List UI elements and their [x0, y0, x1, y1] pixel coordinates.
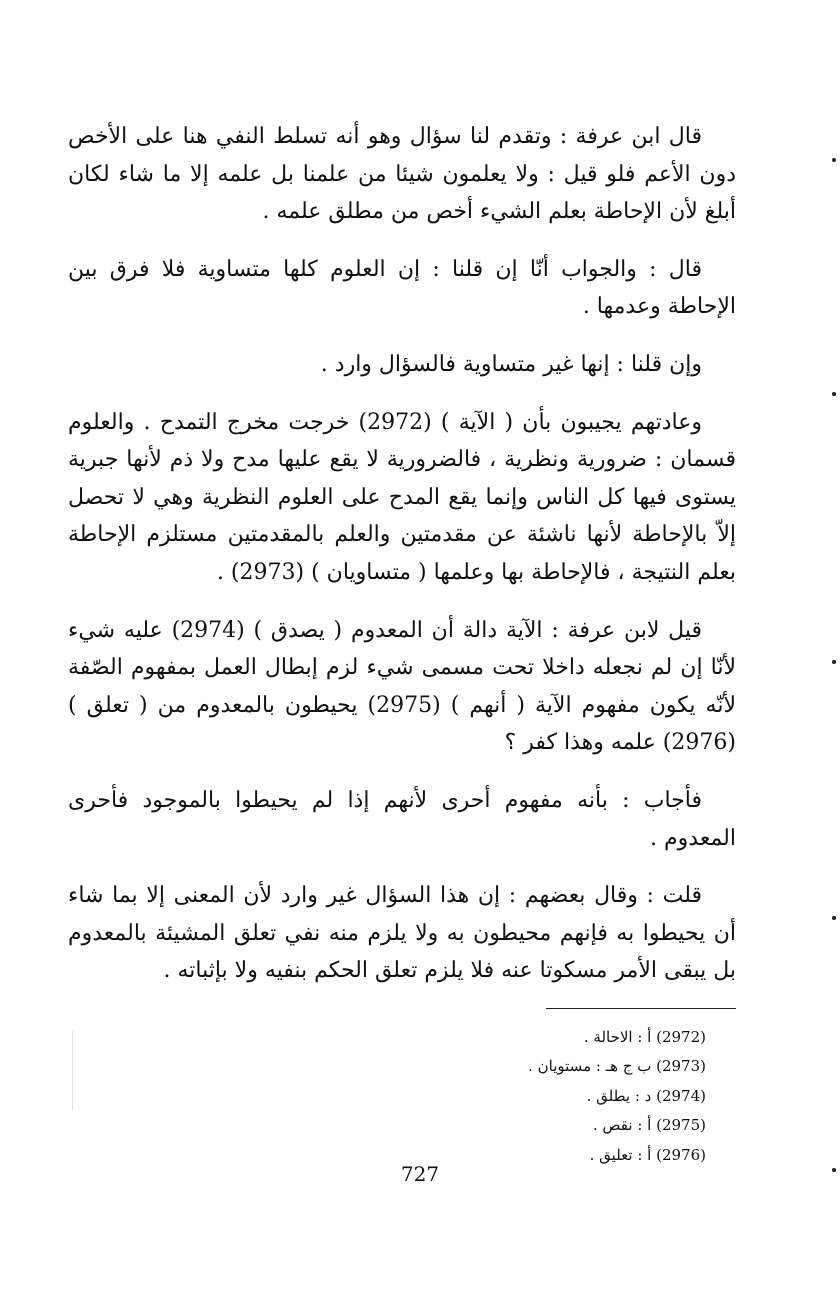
scan-artifact	[72, 1030, 73, 1110]
margin-dot	[832, 660, 836, 664]
margin-dot	[832, 1168, 836, 1172]
footnote-2972: (2972) أ : الاحالة .	[583, 1027, 706, 1046]
footnotes	[68, 1023, 736, 1171]
paragraph-3: وإن قلنا : إنها غير متساوية فالسؤال وارد .	[320, 351, 702, 377]
footnote-2973: (2973) ب ج هـ : مستويان .	[528, 1057, 706, 1076]
page-body	[68, 118, 736, 1170]
footnote-2975: (2975) أ : نقص .	[592, 1116, 706, 1135]
margin-dot	[832, 392, 836, 396]
paragraph-7: قلت : وقال بعضهم : إن هذا السؤال غير وارد لأن المعنى إلا بما شاء أن يحيطوا به فإنهم محيطون به ولا يلزم منه نفي تعلق المشيئة بالمعدوم بل يبقى الأمر مسكوتا عنه فلا يلزم تعلق الحكم بنفيه ولا بإثباته .	[68, 883, 736, 984]
footnote-2976: (2976) أ : تعليق .	[589, 1145, 706, 1164]
footnote-divider	[546, 1008, 736, 1009]
margin-dot	[832, 158, 836, 162]
page-number: 727	[400, 1162, 440, 1186]
margin-dot	[832, 916, 836, 920]
paragraph-4: وعادتهم يجيبون بأن ( الآية ) (2972) خرجت مخرج التمدح . والعلوم قسمان : ضرورية ونظرية ، فالضرورية لا يقع عليها مدح ولا ذم لأنها جبرية يستوى فيها كل الناس وإنما يقع المدح على العلوم النظرية وهي لا تحصل إلاّ بالإحاطة لأنها ناشئة عن مقدمتين والعلم بالمقدمتين مستلزم الإحاطة بعلم النتيجة ، فالإحاطة بها وعلمها ( متساويان ) (2973) .	[68, 409, 736, 585]
footnote-2974: (2974) د : يطلق .	[586, 1086, 706, 1105]
paragraph-5: قيل لابن عرفة : الآية دالة أن المعدوم ( يصدق ) (2974) عليه شيء لأنّا إن لم نجعله داخلا تحت مسمى شيء لزم إبطال العمل بمفهوم الصّفة لأنّه يكون مفهوم الآية ( أنهم ) (2975) يحيطون بالمعدوم من ( تعلق ) (2976) علمه وهذا كفر ؟	[68, 617, 736, 756]
paragraph-6: فأجاب : بأنه مفهوم أحرى لأنهم إذا لم يحيطوا بالموجود فأحرى المعدوم .	[68, 787, 736, 851]
paragraph-2: قال : والجواب أنّا إن قلنا : إن العلوم كلها متساوية فلا فرق بين الإحاطة وعدمها .	[68, 256, 736, 320]
paragraph-1: قال ابن عرفة : وتقدم لنا سؤال وهو أنه تسلط النفي هنا على الأخص دون الأعم فلو قيل : ولا يعلمون شيئا من علمنا بل علمه إلا ما شاء لكان أبلغ لأن الإحاطة بعلم الشيء أخص من مطلق علمه .	[68, 124, 736, 225]
